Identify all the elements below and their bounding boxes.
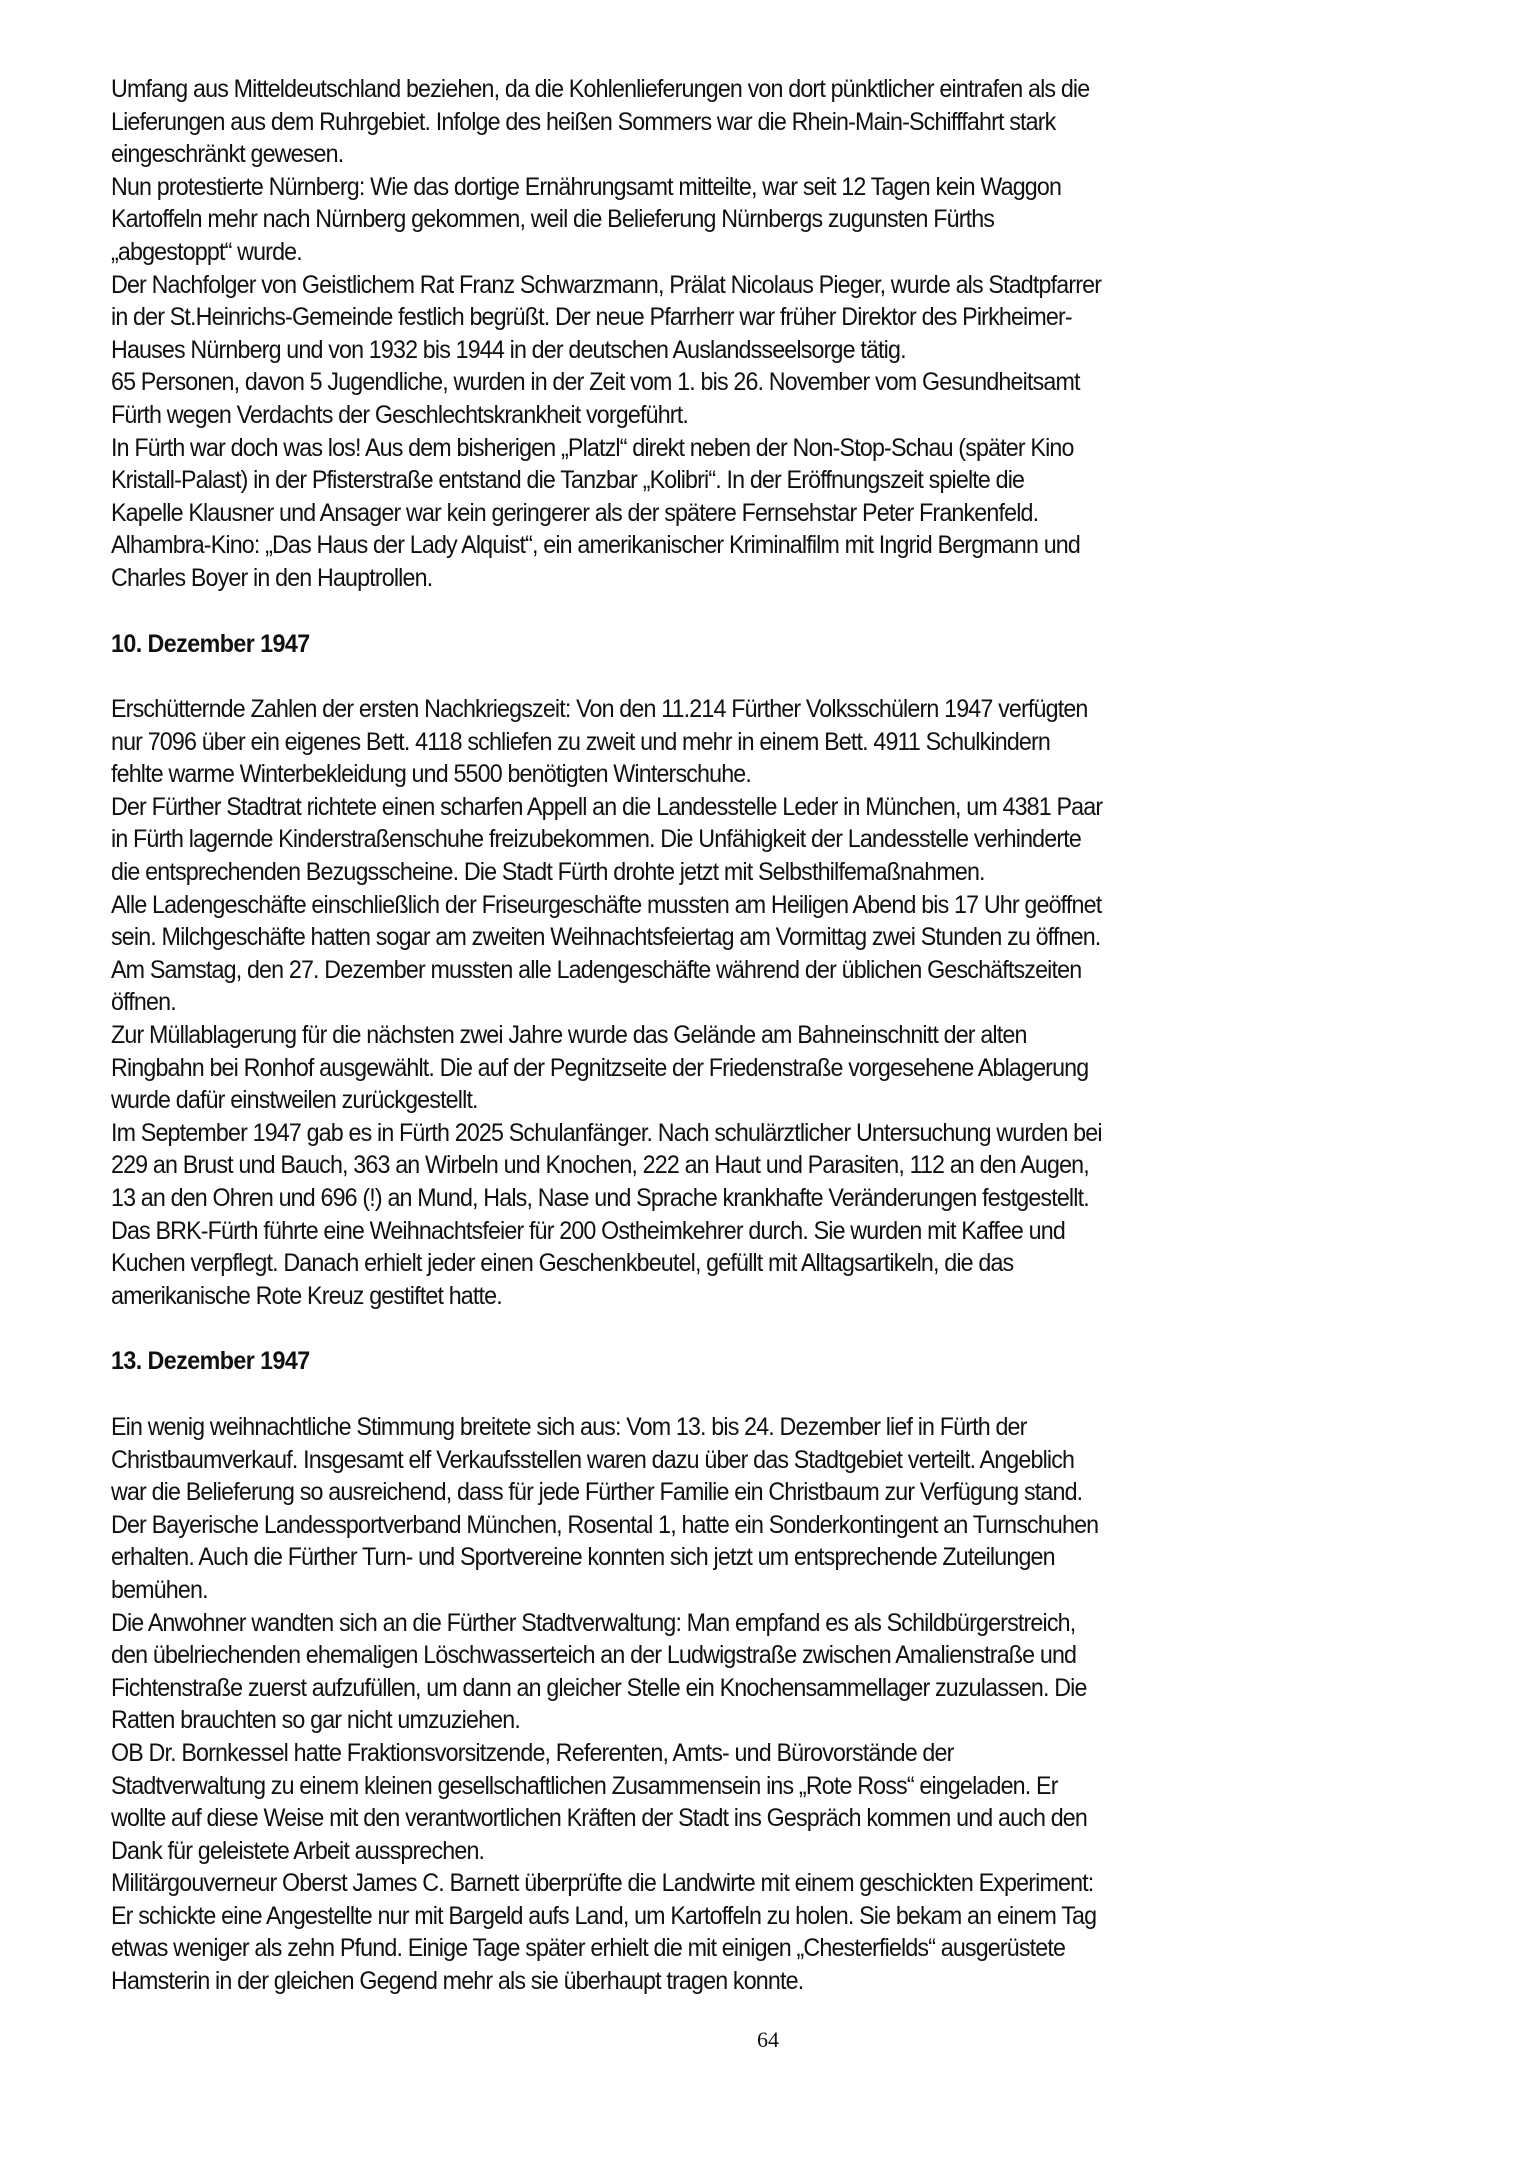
text-line: OB Dr. Bornkessel hatte Fraktionsvorsitzende, Referenten, Amts- und Bürovorstände der <box>111 1738 954 1767</box>
text-line: Dank für geleistete Arbeit aussprechen. <box>111 1836 485 1865</box>
text-line: Hamsterin in der gleichen Gegend mehr als sie überhaupt tragen konnte. <box>111 1967 804 1996</box>
paragraph <box>111 693 1357 791</box>
paragraph <box>111 1117 1357 1215</box>
section-body <box>111 1411 1357 1998</box>
section-heading: 10. Dezember 1947 <box>111 629 310 658</box>
paragraph <box>111 432 1357 530</box>
paragraph <box>111 73 1357 171</box>
text-line: Alhambra-Kino: „Das Haus der Lady Alquist“, ein amerikanischer Kriminalfilm mit Ingrid Bergmann und <box>111 531 1081 560</box>
paragraph <box>111 1019 1357 1117</box>
text-line: Christbaumverkauf. Insgesamt elf Verkaufsstellen waren dazu über das Stadtgebiet verteilt. Angeblich <box>111 1445 1075 1474</box>
text-line: erhalten. Auch die Fürther Turn- und Sportvereine konnten sich jetzt um entsprechende Zuteilungen <box>111 1543 1055 1572</box>
text-line: Am Samstag, den 27. Dezember mussten alle Ladengeschäfte während der üblichen Geschäftszeiten <box>111 955 1082 984</box>
text-line: Kartoffeln mehr nach Nürnberg gekommen, weil die Belieferung Nürnbergs zugunsten Fürths <box>111 205 995 234</box>
paragraph <box>111 1509 1357 1607</box>
text-line: Fichtenstraße zuerst aufzufüllen, um dann an gleicher Stelle ein Knochensammellager zuzulassen. Die <box>111 1673 1087 1702</box>
text-line: 65 Personen, davon 5 Jugendliche, wurden in der Zeit vom 1. bis 26. November vom Gesundheitsamt <box>111 368 1080 397</box>
paragraph <box>111 1607 1357 1737</box>
intro-block <box>111 73 1357 595</box>
text-line: 229 an Brust und Bauch, 363 an Wirbeln und Knochen, 222 an Haut und Parasiten, 112 an den Augen, <box>111 1151 1089 1180</box>
paragraph <box>111 889 1357 1019</box>
text-line: wollte auf diese Weise mit den verantwortlichen Kräften der Stadt ins Gespräch kommen und auch den <box>111 1804 1087 1833</box>
text-line: in der St.Heinrichs-Gemeinde festlich begrüßt. Der neue Pfarrherr war früher Direktor des Pirkheimer- <box>111 303 1072 332</box>
paragraph <box>111 1867 1357 1997</box>
text-line: bemühen. <box>111 1575 208 1604</box>
text-line: Er schickte eine Angestellte nur mit Bargeld aufs Land, um Kartoffeln zu holen. Sie bekam an einem Tag <box>111 1901 1097 1930</box>
text-line: fehlte warme Winterbekleidung und 5500 benötigten Winterschuhe. <box>111 760 752 789</box>
text-line: Kristall-Palast) in der Pfisterstraße entstand die Tanzbar „Kolibri“. In der Eröffnungszeit spielte die <box>111 466 1025 495</box>
text-line: Der Bayerische Landessportverband München, Rosental 1, hatte ein Sonderkontingent an Turnschuhen <box>111 1510 1099 1539</box>
paragraph <box>111 791 1357 889</box>
text-line: öffnen. <box>111 988 176 1017</box>
text-line: Kapelle Klausner und Ansager war kein geringerer als der spätere Fernsehstar Peter Frankenfeld. <box>111 498 1039 527</box>
text-line: Umfang aus Mitteldeutschland beziehen, da die Kohlenlieferungen von dort pünktlicher eintrafen als die <box>111 75 1090 103</box>
text-line: nur 7096 über ein eigenes Bett. 4118 schliefen zu zweit und mehr in einem Bett. 4911 Schulkindern <box>111 727 1051 756</box>
text-line: Der Nachfolger von Geistlichem Rat Franz Schwarzmann, Prälat Nicolaus Pieger, wurde als Stadtpfarrer <box>111 270 1102 299</box>
text-line: Die Anwohner wandten sich an die Fürther Stadtverwaltung: Man empfand es als Schildbürgerstreich, <box>111 1608 1076 1637</box>
text-line: Ratten brauchten so gar nicht umzuziehen. <box>111 1706 520 1735</box>
text-line: Hauses Nürnberg und von 1932 bis 1944 in der deutschen Auslandsseelsorge tätig. <box>111 335 906 364</box>
text-line: war die Belieferung so ausreichend, dass für jede Fürther Familie ein Christbaum zur Verfügung stand. <box>111 1478 1083 1507</box>
section-heading: 13. Dezember 1947 <box>111 1347 310 1376</box>
page-number: 64 <box>757 2027 779 2052</box>
text-line: Zur Müllablagerung für die nächsten zwei Jahre wurde das Gelände am Bahneinschnitt der alten <box>111 1021 1027 1050</box>
document-page <box>111 73 1357 1998</box>
text-line: Ringbahn bei Ronhof ausgewählt. Die auf der Pegnitzseite der Friedenstraße vorgesehene Ablagerung <box>111 1053 1089 1082</box>
text-line: Im September 1947 gab es in Fürth 2025 Schulanfänger. Nach schulärztlicher Untersuchung wurden bei <box>111 1118 1102 1147</box>
text-line: den übelriechenden ehemaligen Löschwasserteich an der Ludwigstraße zwischen Amalienstraße und <box>111 1641 1077 1670</box>
text-line: Stadtverwaltung zu einem kleinen gesellschaftlichen Zusammensein ins „Rote Ross“ eingeladen. Er <box>111 1771 1058 1800</box>
text-line: in Fürth lagernde Kinderstraßenschuhe freizubekommen. Die Unfähigkeit der Landesstelle verhinderte <box>111 825 1081 854</box>
text-line: „abgestoppt“ wurde. <box>111 237 302 266</box>
text-line: Kuchen verpflegt. Danach erhielt jeder einen Geschenkbeutel, gefüllt mit Alltagsartikeln, die das <box>111 1249 1014 1278</box>
paragraph <box>111 269 1357 367</box>
text-line: Der Fürther Stadtrat richtete einen scharfen Appell an die Landesstelle Leder in München, um 4381 Paar <box>111 792 1103 821</box>
text-line: Alle Ladengeschäfte einschließlich der Friseurgeschäfte mussten am Heiligen Abend bis 17 Uhr geöffnet <box>111 890 1102 919</box>
paragraph <box>111 1215 1357 1313</box>
text-line: Erschütternde Zahlen der ersten Nachkriegszeit: Von den 11.214 Fürther Volksschülern 1947 verfügten <box>111 695 1088 724</box>
paragraph <box>111 1411 1357 1509</box>
paragraph <box>111 1737 1357 1867</box>
text-line: In Fürth war doch was los! Aus dem bisherigen „Platzl“ direkt neben der Non-Stop-Schau (später Kino <box>111 433 1074 462</box>
text-line: Das BRK-Fürth führte eine Weihnachtsfeier für 200 Ostheimkehrer durch. Sie wurden mit Kaffee und <box>111 1216 1065 1245</box>
text-line: die entsprechenden Bezugsscheine. Die Stadt Fürth drohte jetzt mit Selbsthilfemaßnahmen. <box>111 858 985 887</box>
paragraph <box>111 529 1357 594</box>
section-body <box>111 693 1357 1312</box>
text-line: Charles Boyer in den Hauptrollen. <box>111 563 433 592</box>
paragraph <box>111 171 1357 269</box>
text-line: Militärgouverneur Oberst James C. Barnett überprüfte die Landwirte mit einem geschickten Experiment: <box>111 1869 1094 1898</box>
text-line: Nun protestierte Nürnberg: Wie das dortige Ernährungsamt mitteilte, war seit 12 Tagen kein Waggon <box>111 172 1062 201</box>
text-line: sein. Milchgeschäfte hatten sogar am zweiten Weihnachtsfeiertag am Vormittag zwei Stunden zu öffnen. <box>111 923 1101 952</box>
text-line: etwas weniger als zehn Pfund. Einige Tage später erhielt die mit einigen „Chesterfields“ ausgerüstete <box>111 1934 1066 1963</box>
text-line: eingeschränkt gewesen. <box>111 140 344 169</box>
text-line: wurde dafür einstweilen zurückgestellt. <box>111 1086 478 1115</box>
text-line: Fürth wegen Verdachts der Geschlechtskrankheit vorgeführt. <box>111 400 688 429</box>
text-line: 13 an den Ohren und 696 (!) an Mund, Hals, Nase und Sprache krankhafte Veränderungen festgestellt. <box>111 1184 1089 1212</box>
text-line: amerikanische Rote Kreuz gestiftet hatte. <box>111 1281 502 1310</box>
paragraph <box>111 366 1357 431</box>
text-line: Lieferungen aus dem Ruhrgebiet. Infolge des heißen Sommers war die Rhein-Main-Schifffahrt stark <box>111 107 1056 136</box>
text-line: Ein wenig weihnachtliche Stimmung breitete sich aus: Vom 13. bis 24. Dezember lief in Fürth der <box>111 1412 1027 1441</box>
